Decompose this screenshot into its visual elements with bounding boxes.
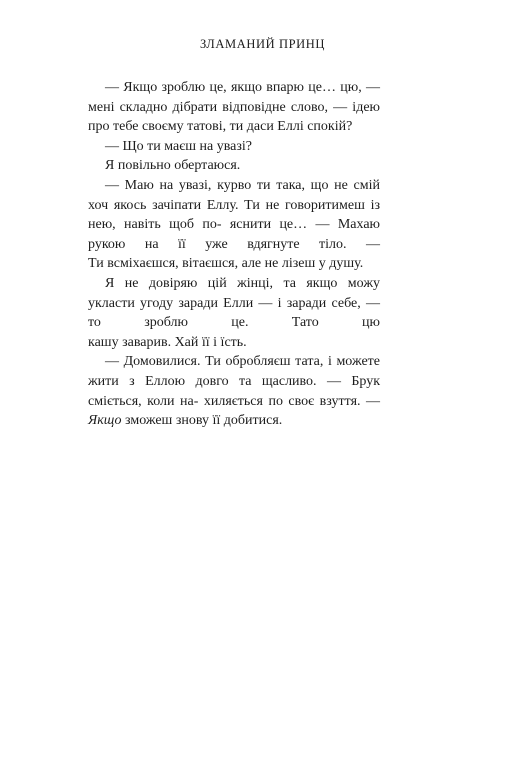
body-text (88, 78, 380, 431)
text-line: яснити це… — Махаю рукою на її уже вдягнуте тіло. — (88, 217, 380, 252)
text-line: хиляється по своє взуття. — (203, 393, 380, 409)
running-title: ЗЛАМАНИЙ ПРИНЦ (199, 37, 326, 51)
emphasized-word: Якщо (88, 413, 122, 429)
text-line: Я не довіряю цій жінці, та якщо можу укласти угоду (88, 275, 380, 311)
text-line: Ти всміхаєшся, вітаєшся, але не лізеш у душу. (88, 256, 364, 272)
text-line: заради Елли — і заради себе, — то зроблю це. Тато цю (88, 295, 380, 331)
paragraph (88, 78, 380, 137)
paragraph (88, 156, 380, 176)
text-line: татові, ти даси Еллі спокій? (187, 119, 353, 135)
text-line: кашу заварив. Хай її і їсть. (88, 334, 247, 350)
text-line: — Якщо зроблю це, якщо впарю це… цю, — мені (88, 80, 380, 115)
paragraph (88, 274, 380, 352)
text-line: — Маю на увазі, курво ти така, що не смій хоч якось (88, 177, 380, 213)
paragraph (88, 176, 380, 274)
text-fragment: зможеш знову її (121, 413, 221, 429)
paragraph (88, 352, 380, 430)
text-line: Я повільно обертаюся. (105, 158, 241, 174)
text-line: — Домовилися. Ти обробляєш тата, і можете жити (88, 354, 380, 389)
text-line: складно дібрати відповідне слово, — ідею про тебе своєму (88, 99, 380, 135)
text-line: добитися. (223, 413, 283, 429)
text-line: з Еллою довго та щасливо. — Брук сміється, коли на- (88, 373, 380, 409)
text-line: — Що ти маєш на увазі? (105, 138, 252, 154)
text-line: зачіпати Еллу. Ти не говоритимеш із нею, навіть щоб по- (88, 197, 380, 233)
paragraph (88, 137, 380, 157)
